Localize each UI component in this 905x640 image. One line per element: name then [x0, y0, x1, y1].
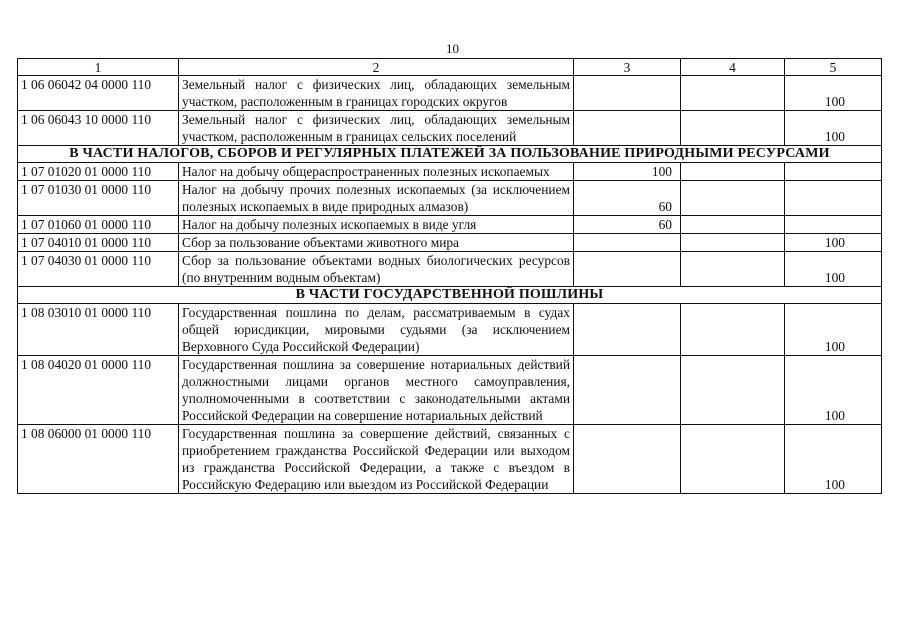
revenue-name: Сбор за пользование объектами водных биологических ресурсов (по внутренним водным объектам): [179, 252, 574, 287]
revenue-name: Налог на добычу прочих полезных ископаемых (за исключением полезных ископаемых в виде природных алмазов): [179, 181, 574, 216]
column-header: 3: [574, 59, 681, 76]
table-row: [18, 304, 882, 356]
standard-col4: [681, 356, 785, 425]
budget-classification-code: 1 07 01030 01 0000 110: [18, 181, 179, 216]
table-row: [18, 76, 882, 111]
column-header: 2: [179, 59, 574, 76]
section-title: В ЧАСТИ НАЛОГОВ, СБОРОВ И РЕГУЛЯРНЫХ ПЛАТЕЖЕЙ ЗА ПОЛЬЗОВАНИЕ ПРИРОДНЫМИ РЕСУРСАМИ: [18, 146, 882, 163]
section-title: В ЧАСТИ ГОСУДАРСТВЕННОЙ ПОШЛИНЫ: [18, 287, 882, 304]
standard-col3: [574, 234, 681, 252]
budget-classification-code: 1 06 06042 04 0000 110: [18, 76, 179, 111]
page-number: 10: [446, 41, 459, 56]
budget-distribution-table: [17, 58, 882, 494]
column-header: 1: [18, 59, 179, 76]
table-row: [18, 111, 882, 146]
column-number-row: [18, 59, 882, 76]
standard-col5: 100: [785, 76, 882, 111]
standard-col3: 60: [574, 216, 681, 234]
table-row: [18, 252, 882, 287]
revenue-name: Государственная пошлина за совершение действий, связанных с приобретением гражданства Российской Федерации или выходом из гражданства Российской Федерации, а также с въездом в Российскую Федерацию или выездом из Российской Федерации: [179, 425, 574, 494]
standard-col5: [785, 216, 882, 234]
standard-col5: 100: [785, 111, 882, 146]
standard-col5: [785, 181, 882, 216]
section-header-row: [18, 146, 882, 163]
budget-classification-code: 1 06 06043 10 0000 110: [18, 111, 179, 146]
standard-col3: [574, 252, 681, 287]
standard-col5: [785, 163, 882, 181]
table-row: [18, 425, 882, 494]
standard-col4: [681, 111, 785, 146]
standard-col3: [574, 425, 681, 494]
section-header-row: [18, 287, 882, 304]
column-header: 4: [681, 59, 785, 76]
revenue-name: Земельный налог с физических лиц, обладающих земельным участком, расположенным в границах сельских поселений: [179, 111, 574, 146]
budget-classification-code: 1 07 01020 01 0000 110: [18, 163, 179, 181]
standard-col3: [574, 356, 681, 425]
table-row: [18, 181, 882, 216]
column-header: 5: [785, 59, 882, 76]
budget-classification-code: 1 07 04010 01 0000 110: [18, 234, 179, 252]
standard-col5: 100: [785, 304, 882, 356]
revenue-name: Налог на добычу полезных ископаемых в виде угля: [179, 216, 574, 234]
standard-col3: [574, 111, 681, 146]
table-row: [18, 216, 882, 234]
budget-classification-code: 1 08 06000 01 0000 110: [18, 425, 179, 494]
revenue-name: Государственная пошлина по делам, рассматриваемым в судах общей юрисдикции, мировыми судьями (за исключением Верховного Суда Российской Федерации): [179, 304, 574, 356]
budget-classification-code: 1 07 04030 01 0000 110: [18, 252, 179, 287]
standard-col4: [681, 76, 785, 111]
standard-col4: [681, 163, 785, 181]
standard-col4: [681, 252, 785, 287]
standard-col4: [681, 304, 785, 356]
table-row: [18, 356, 882, 425]
standard-col5: 100: [785, 234, 882, 252]
standard-col5: 100: [785, 425, 882, 494]
budget-classification-code: 1 07 01060 01 0000 110: [18, 216, 179, 234]
revenue-name: Государственная пошлина за совершение нотариальных действий должностными лицами органов местного самоуправления, уполномоченными в соответствии с законодательными актами Российской Федерации на совершение нотариальных действий: [179, 356, 574, 425]
revenue-name: Земельный налог с физических лиц, обладающих земельным участком, расположенным в границах городских округов: [179, 76, 574, 111]
table-row: [18, 234, 882, 252]
standard-col5: 100: [785, 356, 882, 425]
standard-col5: 100: [785, 252, 882, 287]
standard-col3: 60: [574, 181, 681, 216]
standard-col3: [574, 304, 681, 356]
standard-col3: [574, 76, 681, 111]
standard-col4: [681, 216, 785, 234]
budget-classification-code: 1 08 04020 01 0000 110: [18, 356, 179, 425]
revenue-name: Сбор за пользование объектами животного мира: [179, 234, 574, 252]
table-row: [18, 163, 882, 181]
standard-col3: 100: [574, 163, 681, 181]
budget-classification-code: 1 08 03010 01 0000 110: [18, 304, 179, 356]
standard-col4: [681, 181, 785, 216]
revenue-name: Налог на добычу общераспространенных полезных ископаемых: [179, 163, 574, 181]
standard-col4: [681, 425, 785, 494]
standard-col4: [681, 234, 785, 252]
